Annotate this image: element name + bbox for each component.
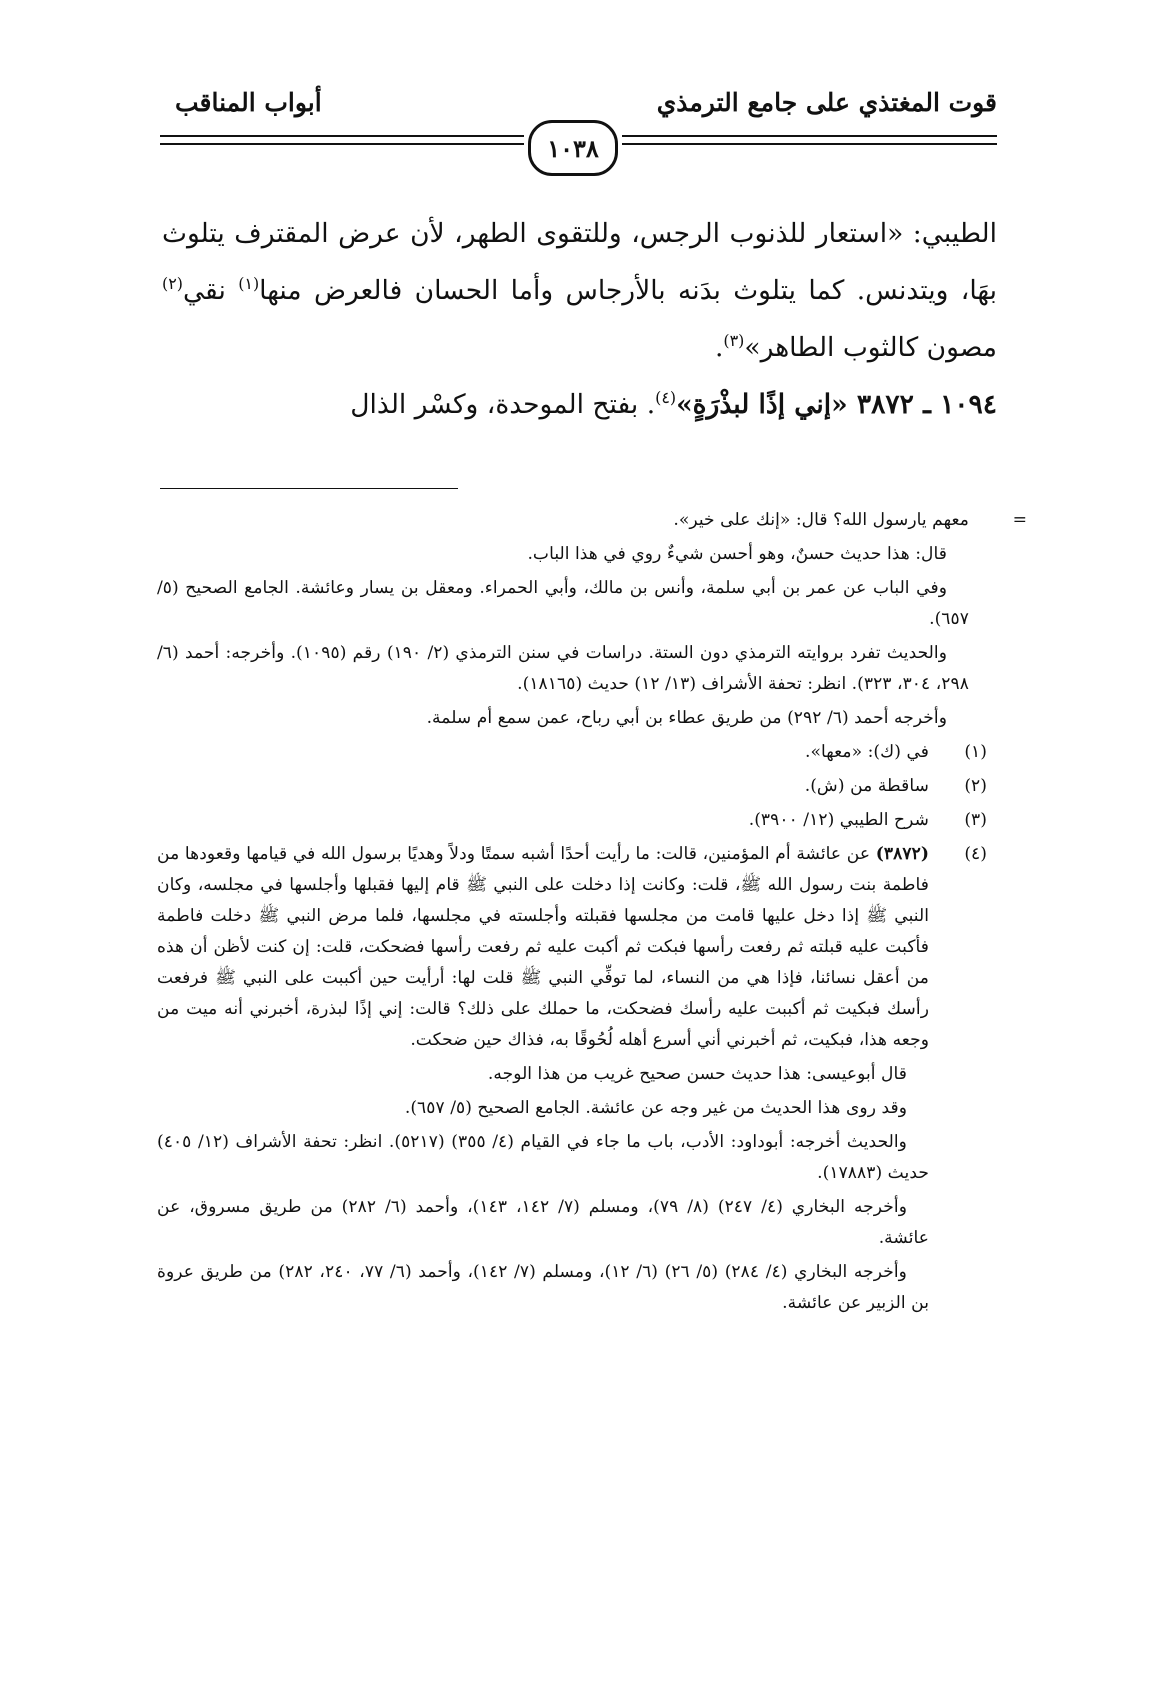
main-p1-end: . bbox=[714, 332, 724, 363]
page-number: ١٠٣٨ bbox=[528, 120, 618, 176]
main-p1-text: الطيبي: «استعار للذنوب الرجس، وللتقوى الطهر، لأن عرض المقترف يتلوث بهَا، ويتدنس. كما يتلوث بدَنه بالأرجاس وأما الحسان فالعرض منها bbox=[162, 218, 997, 306]
footnote-2-text: ساقطة من (ش). bbox=[804, 776, 929, 796]
continuation-line bbox=[157, 505, 1027, 536]
footnote-ref-3: (٣) bbox=[723, 331, 745, 351]
footnote-4-para-3: والحديث أخرجه: أبوداود: الأدب، باب ما جاء في القيام (٤/ ٣٥٥) (٥٢١٧). انظر: تحفة الأشراف (١٢/ ٤٠٥) حديث (١٧٨٨٣). bbox=[157, 1132, 929, 1183]
header-rule-left-top bbox=[160, 135, 524, 137]
footnote-4-hadith-ref: (٣٨٧٢) bbox=[875, 844, 929, 864]
footnote-4-para-4: وأخرجه البخاري (٤/ ٢٤٧) (٨/ ٧٩)، ومسلم (٧/ ١٤٢، ١٤٣)، وأحمد (٦/ ٢٨٢) من طريق مسروق، عن عائشة. bbox=[157, 1197, 929, 1248]
main-paragraph-2 bbox=[162, 376, 997, 433]
main-p2-rest: . بفتح الموحدة، وكسْر الذال bbox=[350, 389, 656, 420]
footnote-ref-2: (٢) bbox=[162, 274, 183, 294]
footnote-4-para-1: قال أبوعيسى: هذا حديث حسن صحيح غريب من هذا الوجه. bbox=[487, 1064, 907, 1084]
footnote-4 bbox=[157, 839, 997, 1056]
chapter-title: أبواب المناقب bbox=[175, 88, 322, 117]
footnote-ref-1: (١) bbox=[238, 274, 260, 294]
continuation-text-4: والحديث تفرد بروايته الترمذي دون الستة. دراسات في سنن الترمذي (٢/ ١٩٠) رقم (١٠٩٥). وأخرجه: أحمد (٦/ ٢٩٨، ٣٠٤، ٣٢٣). انظر: تحفة الأشراف (١٣/ ١٢) حديث (١٨١٦٥). bbox=[157, 643, 969, 694]
main-text bbox=[162, 205, 997, 433]
continuation-mark: = bbox=[1012, 510, 1027, 530]
hadith-number: ١٠٩٤ ـ ٣٨٧٢ bbox=[856, 389, 997, 420]
footnote-1-text: في (ك): «معها». bbox=[805, 742, 929, 762]
main-p1-mid1: نقي bbox=[182, 275, 239, 306]
continuation-text-3: وفي الباب عن عمر بن أبي سلمة، وأنس بن مالك، وأبي الحمراء. ومعقل بن يسار وعائشة. الجامع الصحيح (٥/ ٦٥٧). bbox=[157, 578, 969, 629]
footnote-3-text: شرح الطيبي (١٢/ ٣٩٠٠). bbox=[748, 810, 929, 830]
footnote-ref-4: (٤) bbox=[655, 388, 677, 408]
footnote-4-text: عن عائشة أم المؤمنين، قالت: ما رأيت أحدًا أشبه سمتًا ودلاً وهديًا برسول الله في قيامها وقعودها من فاطمة بنت رسول الله ﷺ، قلت: وكانت إذا دخلت على النبي ﷺ قام إليها فقبلها وأجلسها في مجلسه، وكان النبي ﷺ إذا دخل عليها قامت من مجلسها فقبلته وأجلسته في مجلسها، فلما مرض النبي ﷺ دخلت فاطمة فأكبت عليه قبلته ثم رفعت رأسها فبكت ثم أكبت عليه ثم رفعت رأسها فضحكت، قلت: إن كنت لأظن أن هذه من أعقل نسائنا، فإذا هي من النساء، لما توفِّي النبي ﷺ قلت لها: أرأيت حين أكببت على النبي ﷺ فرفعت رأسك فبكيت ثم أكببت عليه رأسك فضحكت، ما حملك على ذلك؟ قالت: إني إذًا لبذرة، أخبرني أنه ميت من وجعه هذا، فبكيت، ثم أخبرني أني أسرع أهله لُحُوقًا به، فذاك حين ضحكت. bbox=[157, 844, 929, 1050]
footnote-4-number: (٤) bbox=[964, 844, 987, 864]
footnote-3-number: (٣) bbox=[964, 810, 987, 830]
footnote-1 bbox=[157, 737, 997, 768]
footnote-2 bbox=[157, 771, 997, 802]
footnote-4-para-5: وأخرجه البخاري (٤/ ٢٨٤) (٥/ ٢٦) (٦/ ١٢)، ومسلم (٧/ ١٤٢)، وأحمد (٦/ ٧٧، ٢٤٠، ٢٨٢) من طريق عروة بن الزبير عن عائشة. bbox=[157, 1262, 929, 1313]
footnote-2-number: (٢) bbox=[964, 776, 987, 796]
footnote-3 bbox=[157, 805, 997, 836]
continuation-text-1: معهم يارسول الله؟ قال: «إنك على خير». bbox=[673, 510, 969, 530]
footnote-separator bbox=[160, 488, 458, 489]
book-title: قوت المغتذي على جامع الترمذي bbox=[656, 88, 997, 117]
header-rule-left-bottom bbox=[160, 143, 524, 145]
header-rule-right-bottom bbox=[622, 143, 997, 145]
hadith-quote: «إني إذًا لبذْرَةٍ» bbox=[676, 389, 857, 420]
footnote-1-number: (١) bbox=[964, 742, 987, 762]
footnotes bbox=[157, 505, 1027, 1322]
main-p1-mid2: مصون كالثوب الطاهر» bbox=[744, 332, 997, 363]
header-rule-right-top bbox=[622, 135, 997, 137]
continuation-text-5: وأخرجه أحمد (٦/ ٢٩٢) من طريق عطاء بن أبي رباح، عمن سمع أم سلمة. bbox=[426, 708, 947, 728]
footnote-4-para-2: وقد روى هذا الحديث من غير وجه عن عائشة. الجامع الصحيح (٥/ ٦٥٧). bbox=[404, 1098, 907, 1118]
continuation-text-2: قال: هذا حديث حسنٌ، وهو أحسن شيءٌ روي في هذا الباب. bbox=[527, 544, 947, 564]
main-paragraph-1 bbox=[162, 205, 997, 376]
